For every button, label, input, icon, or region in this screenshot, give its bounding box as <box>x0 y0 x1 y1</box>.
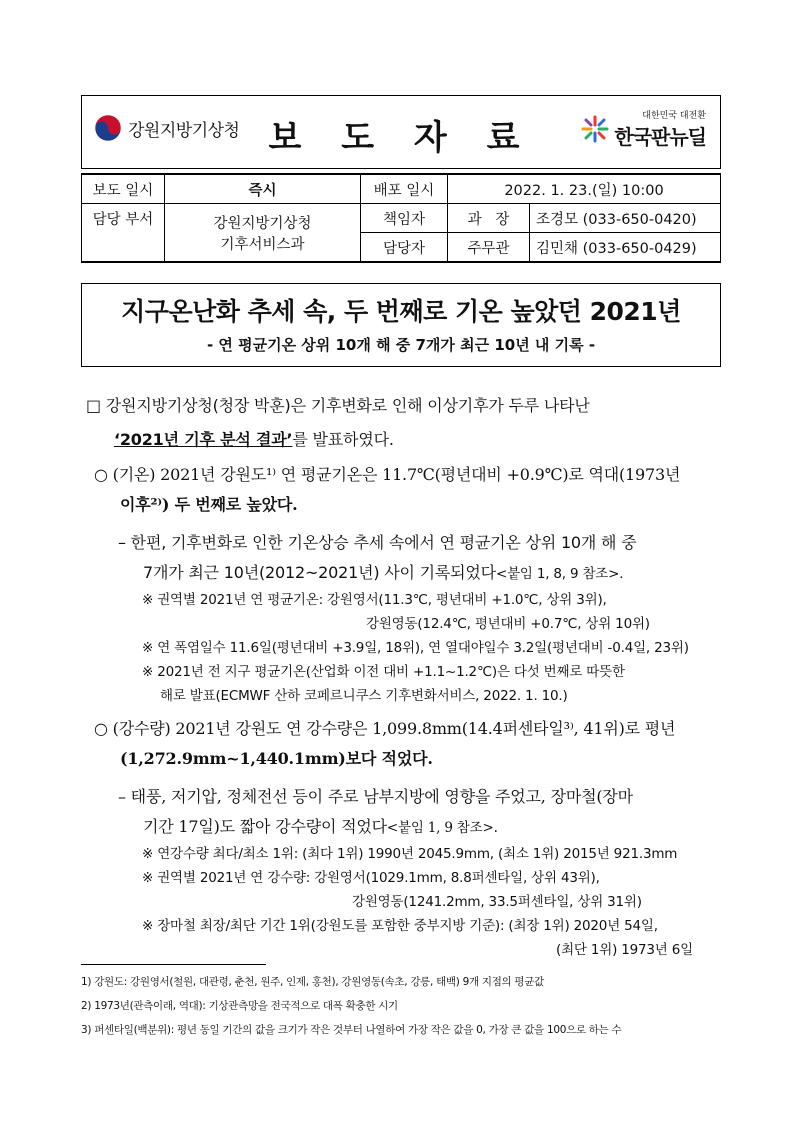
responsible-contact: 조경모 (033-650-0420) <box>530 204 721 233</box>
paragraph-1-line-2-rest: 를 발표하였다. <box>292 430 394 449</box>
agency-name: 강원지방기상청 <box>128 120 240 141</box>
temp-dash-line-2 <box>143 560 623 583</box>
department-label: 담당 부서 <box>82 204 165 263</box>
precip-note-1: ※ 연강수량 최다/최소 1위: (최다 1위) 1990년 2045.9mm, (최소 1위) 2015년 921.3mm <box>142 846 678 862</box>
report-title-quote: ‘2021년 기후 분석 결과’ <box>114 430 293 449</box>
temp-note-1-cont: 강원영동(12.4℃, 평년대비 +0.7℃, 상위 10위) <box>366 616 650 632</box>
footnote-divider <box>81 964 266 965</box>
department-line-2: 기후서비스과 <box>220 236 305 253</box>
footnote-3: 3) 퍼센타일(백분위): 평년 동일 기간의 값을 크기가 작은 것부터 나열하여 가장 작은 값을 0, 가장 큰 값을 100으로 하는 수 <box>81 1024 622 1036</box>
precip-note-3-cont: (최단 1위) 1973년 6일 <box>556 942 693 958</box>
temp-note-3-cont: 해로 발표(ECMWF 산하 코페르니쿠스 기후변화서비스, 2022. 1. 10.) <box>160 688 568 704</box>
precip-note-2: ※ 권역별 2021년 연 강수량: 강원영서(1029.1mm, 8.8퍼센타일, 상위 43위), <box>142 870 600 886</box>
new-deal-burst-icon <box>580 114 610 144</box>
precip-dash-line-2-text: 기간 17일)도 짧아 강수량이 적었다 <box>143 817 387 836</box>
distribution-date-value: 2022. 1. 23.(일) 10:00 <box>448 174 721 204</box>
precip-dash-line-2 <box>143 814 498 837</box>
temp-note-2: ※ 연 폭염일수 11.6일(평년대비 +3.9일, 18위), 연 열대야일수 3.2일(평년대비 -0.4일, 23위) <box>142 640 689 656</box>
temp-bullet-line-2: 이후²⁾) 두 번째로 높았다. <box>120 495 298 514</box>
footnote-2: 2) 1973년(관측이래, 역대): 기상관측망을 전국적으로 대폭 확충한 시기 <box>81 1000 398 1012</box>
responsible-label: 책임자 <box>361 204 448 233</box>
responsible-title: 과 장 <box>448 204 530 233</box>
precip-note-2-cont: 강원영동(1241.2mm, 33.5퍼센타일, 상위 31위) <box>352 894 642 910</box>
temp-note-3: ※ 2021년 전 지구 평균기온(산업화 이전 대비 +1.1~1.2℃)은 다섯 번째로 따뜻한 <box>142 664 625 680</box>
precip-bullet-line-1: ○ (강수량) 2021년 강원도 연 강수량은 1,099.8mm(14.4퍼센타일³⁾, 41위)로 평년 <box>94 719 676 738</box>
press-header <box>81 95 721 169</box>
precip-bullet-line-2: (1,272.9mm~1,440.1mm)보다 적었다. <box>120 749 433 768</box>
release-info-table <box>81 173 721 263</box>
distribution-date-label: 배포 일시 <box>361 174 448 204</box>
precip-appendix-ref: <붙임 1, 9 참조>. <box>386 820 498 836</box>
headline-subtitle: - 연 평균기온 상위 10개 해 중 7개가 최근 10년 내 기록 - <box>206 336 596 354</box>
headline-title: 지구온난화 추세 속, 두 번째로 기온 높았던 2021년 <box>121 297 681 326</box>
staff-label: 담당자 <box>361 233 448 263</box>
department-line-1: 강원지방기상청 <box>213 215 312 232</box>
korean-new-deal-logo <box>580 108 706 150</box>
temp-bullet-line-1: ○ (기온) 2021년 강원도¹⁾ 연 평균기온은 11.7℃(평년대비 +0.9℃)로 역대(1973년 <box>94 465 681 484</box>
headline-box <box>81 283 721 367</box>
footnote-1: 1) 강원도: 강원영서(철원, 대관령, 춘천, 원주, 인제, 홍천), 강원영동(속초, 강릉, 태백) 9개 지점의 평균값 <box>81 976 544 988</box>
temp-appendix-ref: <붙임 1, 8, 9 참조>. <box>495 566 624 582</box>
release-date-value: 즉시 <box>165 174 361 204</box>
press-title: 보 도 자 료 <box>268 118 534 158</box>
paragraph-1-line-2 <box>114 427 394 450</box>
paragraph-1-line-1: □ 강원지방기상청(청장 박훈)은 기후변화로 인해 이상기후가 두루 나타난 <box>86 396 590 415</box>
temp-dash-line-2-text: 7개가 최근 10년(2012~2021년) 사이 기록되었다 <box>143 563 496 582</box>
new-deal-title: 한국판뉴딜 <box>614 125 706 149</box>
staff-contact: 김민채 (033-650-0429) <box>530 233 721 263</box>
precip-dash-line-1: – 태풍, 저기압, 정체전선 등이 주로 남부지방에 영향을 주었고, 장마철(장마 <box>118 787 633 806</box>
release-date-label: 보도 일시 <box>82 174 165 204</box>
staff-title: 주무관 <box>448 233 530 263</box>
temp-note-1: ※ 권역별 2021년 연 평균기온: 강원영서(11.3℃, 평년대비 +1.0℃, 상위 3위), <box>142 592 607 608</box>
temp-dash-line-1: – 한편, 기후변화로 인한 기온상승 추세 속에서 연 평균기온 상위 10개 해 중 <box>118 533 637 552</box>
department-value <box>165 204 361 263</box>
precip-note-3: ※ 장마철 최장/최단 기간 1위(강원도를 포함한 중부지방 기준): (최장 1위) 2020년 54일, <box>142 918 658 934</box>
new-deal-subtitle: 대한민국 대전환 <box>642 111 706 121</box>
